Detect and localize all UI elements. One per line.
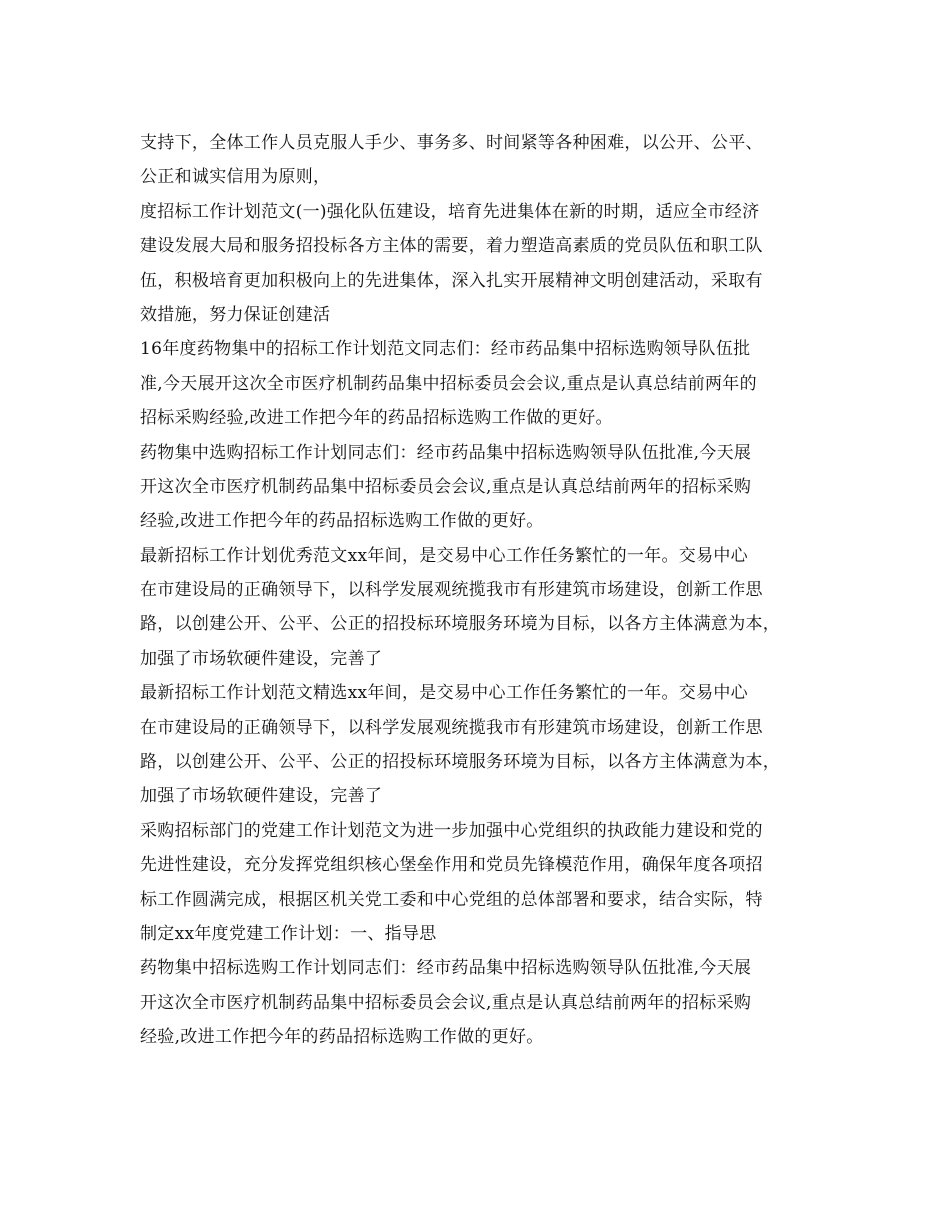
text-line: 开这次全市医疗机制药品集中招标委员会会议,重点是认真总结前两年的招标采购	[140, 476, 752, 497]
document-body	[140, 126, 830, 1055]
text-line: 在市建设局的正确领导下，以科学发展观统揽我市有形建筑市场建设，创新工作思	[140, 580, 763, 601]
text-line: 支持下，全体工作人员克服人手少、事务多、时间紧等各种困难，以公开、公平、	[140, 133, 763, 153]
paragraph	[140, 436, 830, 539]
paragraph	[140, 951, 830, 1054]
text-line: 采购招标部门的党建工作计划范文为进一步加强中心党组织的执政能力建设和党的	[140, 820, 763, 841]
text-line: 制定xx年度党建工作计划：一、指导思	[140, 923, 437, 944]
text-line: 招标采购经验,改进工作把今年的药品招标选购工作做的更好。	[140, 408, 613, 429]
text-line: 先进性建设，充分发挥党组织核心堡垒作用和党员先锋模范作用，确保年度各项招	[140, 855, 763, 876]
paragraph	[140, 539, 830, 677]
text-line: 在市建设局的正确领导下，以科学发展观统揽我市有形建筑市场建设，创新工作思	[140, 717, 763, 738]
text-line: 伍，积极培育更加积极向上的先进集体，深入扎实开展精神文明创建活动，采取有	[140, 270, 763, 291]
text-line: 准,今天展开这次全市医疗机制药品集中招标委员会会议,重点是认真总结前两年的	[140, 373, 757, 394]
text-line: 加强了市场软硬件建设，完善了	[140, 648, 383, 669]
text-line: 16年度药物集中的招标工作计划范文同志们：经市药品集中招标选购领导队伍批	[140, 339, 751, 360]
paragraph	[140, 332, 830, 435]
text-line: 路，以创建公开、公平、公正的招投标环境服务环境为目标，以各方主体满意为本，	[140, 614, 781, 635]
text-line: 最新招标工作计划范文精选xx年间，是交易中心工作任务繁忙的一年。交易中心	[140, 683, 748, 704]
text-line: 建设发展大局和服务招投标各方主体的需要，着力塑造高素质的党员队伍和职工队	[140, 236, 763, 257]
text-line: 加强了市场软硬件建设，完善了	[140, 786, 383, 807]
text-line: 药物集中选购招标工作计划同志们：经市药品集中招标选购领导队伍批准,今天展	[140, 442, 752, 463]
paragraph	[140, 195, 830, 333]
text-line: 标工作圆满完成，根据区机关党工委和中心党组的总体部署和要求，结合实际，特	[140, 889, 763, 910]
text-line: 经验,改进工作把今年的药品招标选购工作做的更好。	[140, 1027, 544, 1048]
text-line: 最新招标工作计划优秀范文xx年间，是交易中心工作任务繁忙的一年。交易中心	[140, 545, 748, 566]
text-line: 效措施，努力保证创建活	[140, 304, 331, 325]
text-line: 经验,改进工作把今年的药品招标选购工作做的更好。	[140, 511, 544, 532]
paragraph	[140, 126, 830, 195]
text-line: 度招标工作计划范文(一)强化队伍建设，培育先进集体在新的时期，适应全市经济	[140, 201, 760, 222]
text-line: 公正和诚实信用为原则，	[140, 167, 331, 188]
paragraph	[140, 814, 830, 952]
text-line: 路，以创建公开、公平、公正的招投标环境服务环境为目标，以各方主体满意为本，	[140, 752, 781, 773]
text-line: 药物集中招标选购工作计划同志们：经市药品集中招标选购领导队伍批准,今天展	[140, 958, 752, 979]
paragraph	[140, 676, 830, 814]
text-line: 开这次全市医疗机制药品集中招标委员会会议,重点是认真总结前两年的招标采购	[140, 992, 752, 1013]
